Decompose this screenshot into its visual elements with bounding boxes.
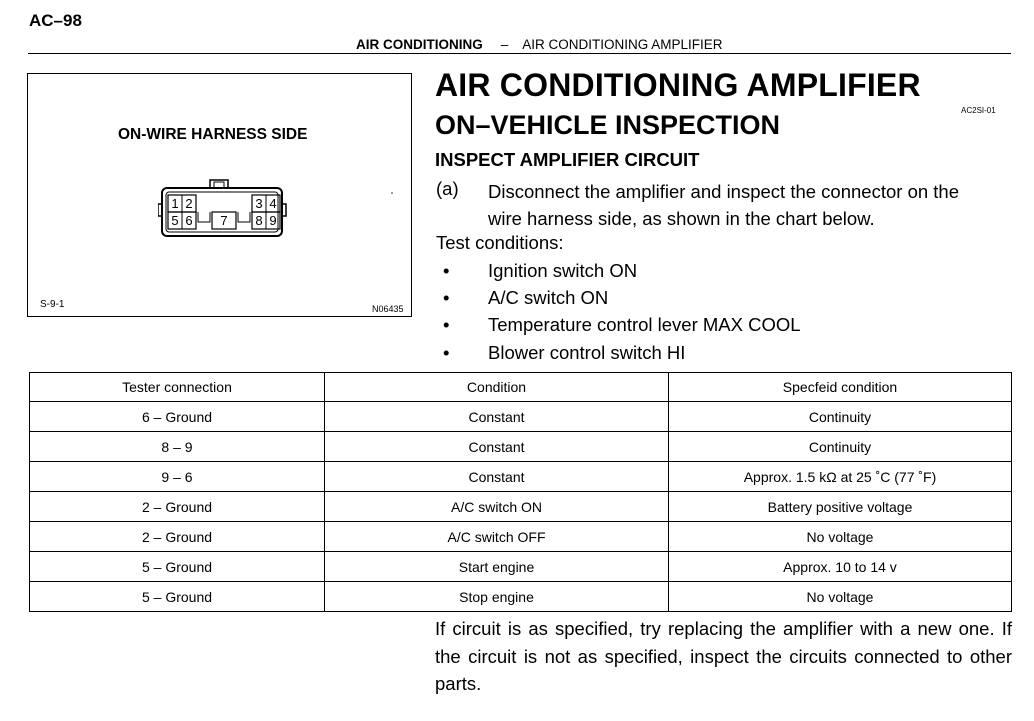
pin-label: 5 (171, 213, 179, 228)
step-a-line: wire harness side, as shown in the chart below. (488, 208, 875, 229)
table-cell: Battery positive voltage (669, 492, 1012, 522)
pin-label: 7 (220, 213, 228, 228)
table-row (30, 402, 1012, 432)
bullet-icon: • (443, 314, 450, 335)
table-cell: Constant (325, 402, 669, 432)
section-header (356, 37, 723, 52)
table-cell: 5 – Ground (30, 582, 325, 612)
table-header-cell: Condition (325, 373, 669, 402)
table-row (30, 462, 1012, 492)
table-cell: Approx. 10 to 14 v (669, 552, 1012, 582)
test-condition-item: A/C switch ON (488, 287, 609, 308)
table-cell: Start engine (325, 552, 669, 582)
inspection-table (29, 372, 1012, 612)
header-subsection: AIR CONDITIONING AMPLIFIER (522, 37, 723, 52)
document-code: AC2SI-01 (961, 106, 996, 115)
bullet-icon: • (443, 260, 450, 281)
pin-label: 8 (255, 213, 263, 228)
table-row (30, 522, 1012, 552)
table-header-cell: Tester connection (30, 373, 325, 402)
table-cell: No voltage (669, 582, 1012, 612)
pin-label: 6 (185, 213, 193, 228)
test-condition-item: Blower control switch HI (488, 342, 686, 363)
header-rule (28, 53, 1011, 54)
page-title: AIR CONDITIONING AMPLIFIER (435, 67, 921, 103)
bullet-icon: • (443, 287, 450, 308)
page-subtitle: ON–VEHICLE INSPECTION (435, 110, 781, 140)
figure-code-left: S-9-1 (40, 299, 65, 310)
table-cell: A/C switch OFF (325, 522, 669, 552)
bullet-icon: • (443, 342, 450, 363)
table-cell: 8 – 9 (30, 432, 325, 462)
table-cell: A/C switch ON (325, 492, 669, 522)
scan-speck (391, 192, 393, 194)
table-cell: 2 – Ground (30, 492, 325, 522)
table-cell: Continuity (669, 402, 1012, 432)
pin-label: 9 (269, 213, 277, 228)
table-cell: Constant (325, 462, 669, 492)
table-row (30, 582, 1012, 612)
table-header-cell: Specfeid condition (669, 373, 1012, 402)
table-cell: Constant (325, 432, 669, 462)
step-heading: INSPECT AMPLIFIER CIRCUIT (435, 149, 700, 170)
table-cell: 9 – 6 (30, 462, 325, 492)
page-number: AC–98 (29, 11, 82, 30)
table-header-row (30, 373, 1012, 402)
test-condition-item: Ignition switch ON (488, 260, 638, 281)
figure-code-right: N06435 (372, 304, 404, 314)
test-condition-item: Temperature control lever MAX COOL (488, 314, 801, 335)
connector-diagram (158, 178, 288, 242)
table-cell: Approx. 1.5 kΩ at 25 ˚C (77 ˚F) (669, 462, 1012, 492)
result-paragraph: If circuit is as specified, try replacing the amplifier with a new one. If the circuit is not as specified, inspect the circuits connected to other parts. (435, 618, 1012, 694)
table-row (30, 432, 1012, 462)
step-a-line: Disconnect the amplifier and inspect the connector on the (488, 181, 960, 202)
table-row (30, 492, 1012, 522)
table-row (30, 552, 1012, 582)
table-cell: 5 – Ground (30, 552, 325, 582)
table-cell: 2 – Ground (30, 522, 325, 552)
test-conditions-label: Test conditions: (436, 232, 564, 253)
pin-label: 4 (269, 196, 277, 211)
pin-label: 3 (255, 196, 263, 211)
table-cell: No voltage (669, 522, 1012, 552)
table-cell: 6 – Ground (30, 402, 325, 432)
table-cell: Continuity (669, 432, 1012, 462)
pin-label: 1 (171, 196, 179, 211)
step-a-label: (a) (436, 178, 459, 199)
connector-figure (27, 73, 412, 317)
header-section: AIR CONDITIONING (356, 37, 483, 52)
header-separator: – (500, 37, 509, 52)
step-a-text (488, 178, 959, 232)
figure-title: ON-WIRE HARNESS SIDE (118, 126, 308, 143)
pin-label: 2 (185, 196, 193, 211)
table-cell: Stop engine (325, 582, 669, 612)
